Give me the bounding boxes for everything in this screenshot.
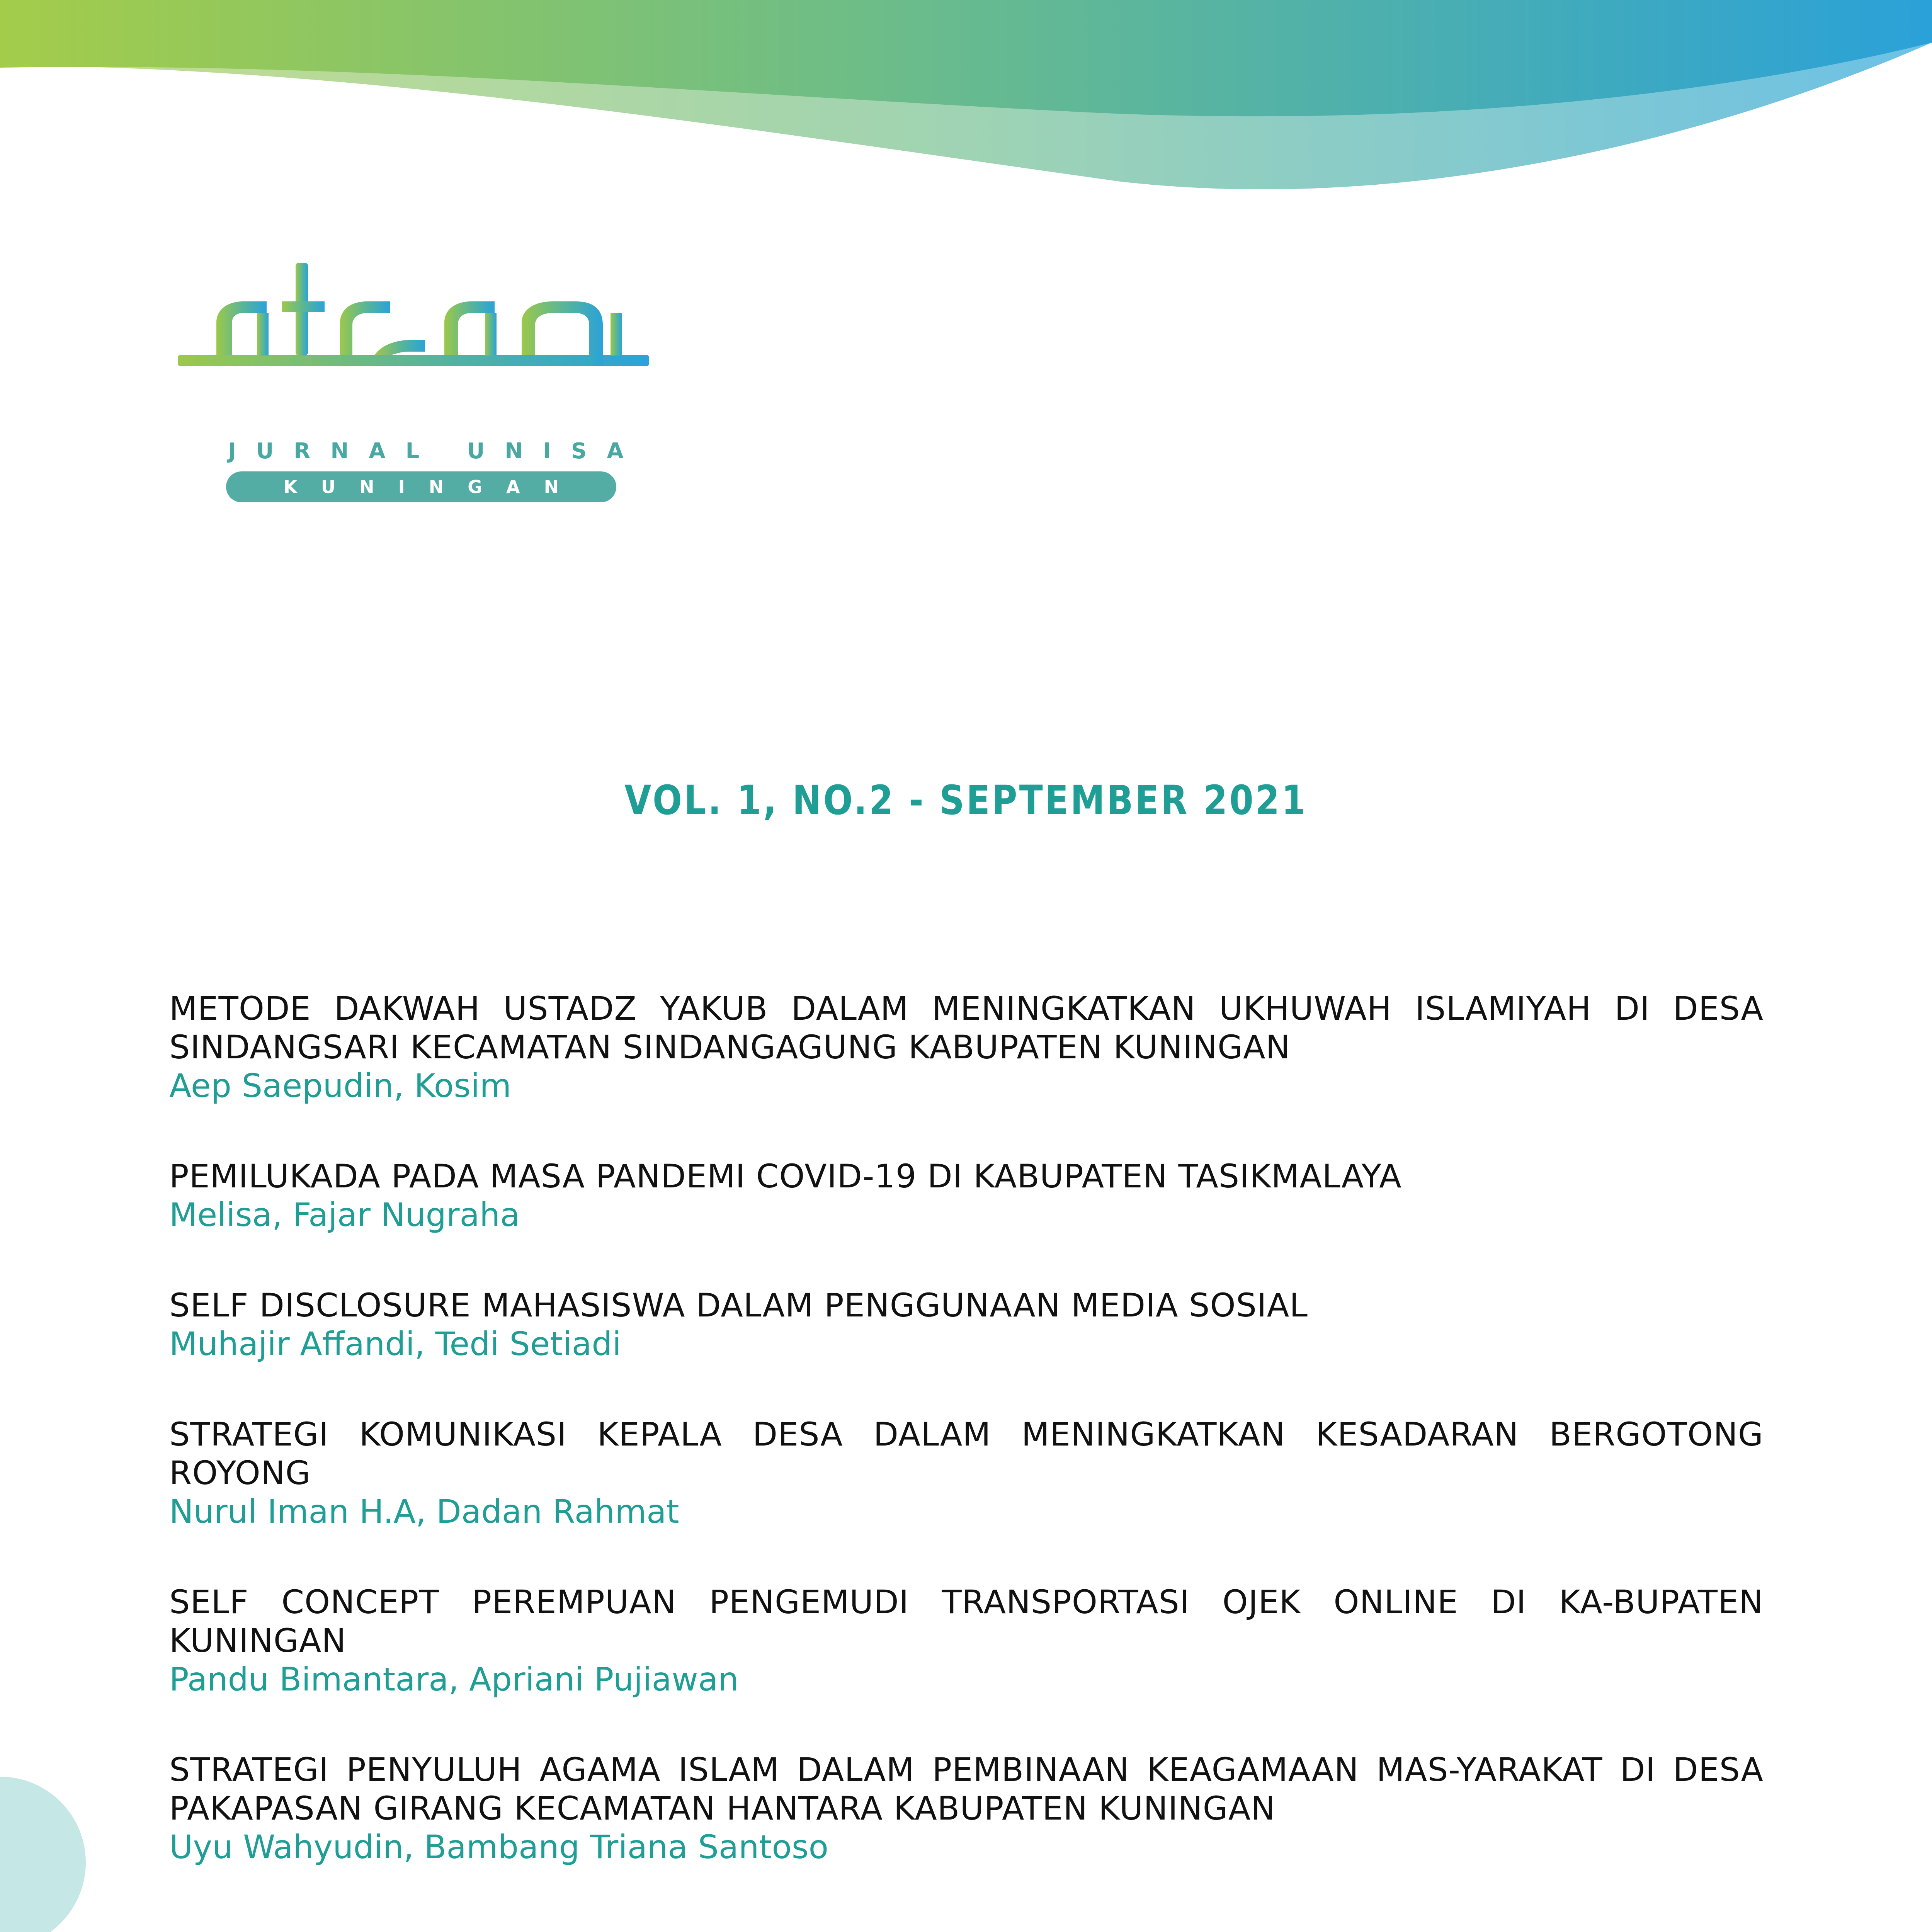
article-item — [169, 989, 1764, 1105]
article-authors: Melisa, Fajar Nugraha — [169, 1196, 520, 1234]
article-title[interactable]: METODE DAKWAH USTADZ YAKUB DALAM MENINGKATKAN UKHUWAH ISLAMIYAH DI DESA SINDANGSARI KECAMATAN SINDANGAGUNG KABUPATEN KUNINGAN — [169, 990, 1764, 1066]
volume-heading: VOL. 1, NO.2 - SEPTEMBER 2021 — [624, 777, 1308, 824]
article-list — [169, 989, 1764, 1918]
article-authors: Muhajir Affandi, Tedi Setiadi — [169, 1325, 621, 1363]
article-title[interactable]: STRATEGI PENYULUH AGAMA ISLAM DALAM PEMBINAAN KEAGAMAAN MAS-YARAKAT DI DESA PAKAPASAN GIRANG KECAMATAN HANTARA KABUPATEN KUNINGAN — [169, 1751, 1764, 1827]
article-title[interactable]: STRATEGI KOMUNIKASI KEPALA DESA DALAM MENINGKATKAN KESADARAN BERGOTONG ROYONG — [169, 1415, 1764, 1492]
article-item — [169, 1583, 1764, 1699]
article-item — [169, 1286, 1764, 1363]
article-authors: Uyu Wahyudin, Bambang Triana Santoso — [169, 1828, 829, 1866]
article-title[interactable]: SELF CONCEPT PEREMPUAN PENGEMUDI TRANSPORTASI OJEK ONLINE DI KA-BUPATEN KUNINGAN — [169, 1583, 1764, 1660]
article-item — [169, 1750, 1764, 1866]
journal-location-badge: KUNINGAN — [226, 471, 616, 502]
article-authors: Aep Saepudin, Kosim — [169, 1067, 512, 1105]
article-authors: Nurul Iman H.A, Dadan Rahmat — [169, 1493, 679, 1531]
article-authors: Pandu Bimantara, Apriani Pujiawan — [169, 1660, 739, 1698]
article-item — [169, 1157, 1764, 1234]
journal-subtitle: JURNAL UNISA — [228, 439, 644, 464]
article-title[interactable]: SELF DISCLOSURE MAHASISWA DALAM PENGGUNAAN MEDIA SOSIAL — [169, 1286, 1308, 1324]
article-title[interactable]: PEMILUKADA PADA MASA PANDEMI COVID-19 DI KABUPATEN TASIKMALAYA — [169, 1157, 1402, 1195]
article-item — [169, 1415, 1764, 1531]
left-circle-decoration — [0, 1777, 86, 1932]
